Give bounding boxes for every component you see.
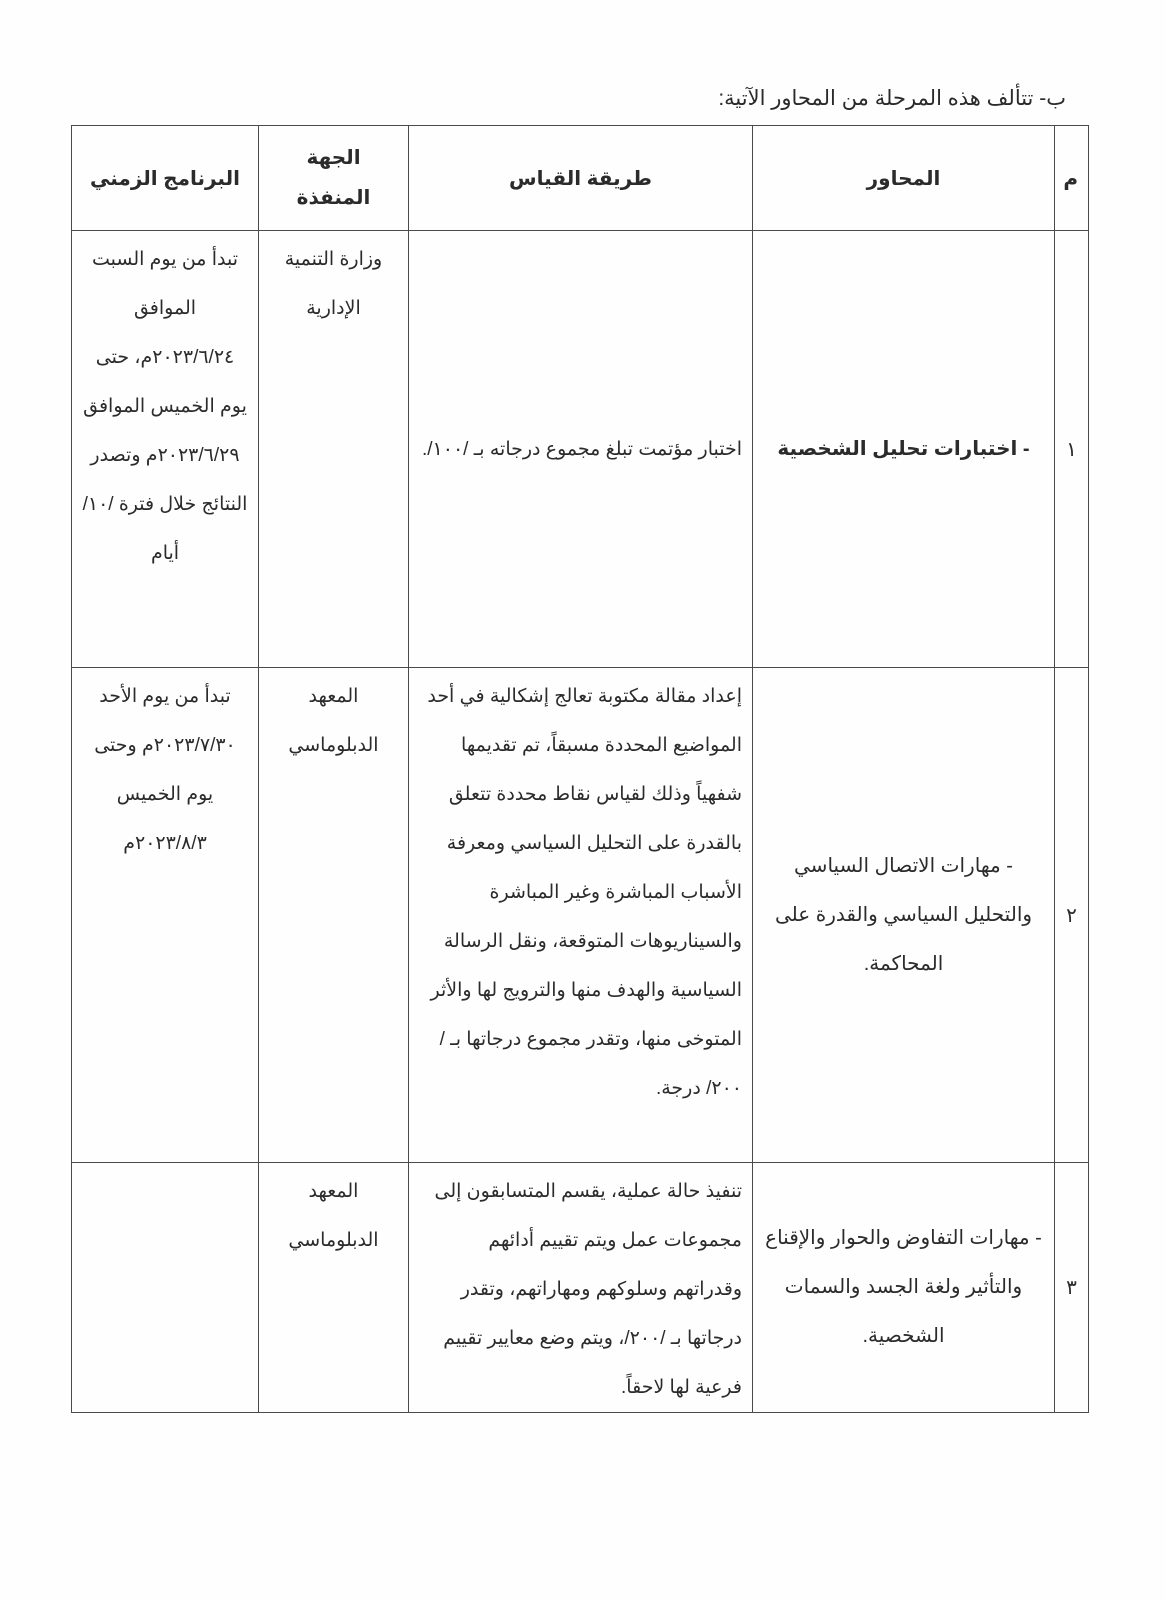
schedule-cell: تبدأ من يوم السبت الموافق ٢٠٢٣/٦/٢٤م، حتى يوم الخميس الموافق ٢٠٢٣/٦/٢٩م وتصدر النتائج خلال فترة /١٠/ أيام [72, 231, 259, 668]
axis-cell: - مهارات التفاوض والحوار والإقناع والتأثير ولغة الجسد والسمات الشخصية. [753, 1163, 1055, 1413]
row-number: ٣ [1055, 1163, 1089, 1413]
row-number: ١ [1055, 231, 1089, 668]
section-intro: ب- تتألف هذه المرحلة من المحاور الآتية: [718, 87, 1066, 110]
table-row [72, 231, 1089, 668]
table-row [72, 1163, 1089, 1413]
row-number: ٢ [1055, 668, 1089, 1163]
entity-cell: وزارة التنمية الإدارية [259, 231, 409, 668]
header-axis: المحاور [753, 126, 1055, 231]
header-entity: الجهة المنفذة [259, 126, 409, 231]
header-method: طريقة القياس [409, 126, 753, 231]
axis-cell: - مهارات الاتصال السياسي والتحليل السياسي والقدرة على المحاكمة. [753, 668, 1055, 1163]
axes-table [71, 125, 1089, 1413]
method-cell: اختبار مؤتمت تبلغ مجموع درجاته بـ /١٠٠/. [409, 231, 753, 668]
method-cell: إعداد مقالة مكتوبة تعالج إشكالية في أحد المواضيع المحددة مسبقاً، تم تقديمها شفهياً وذلك لقياس نقاط محددة تتعلق بالقدرة على التحليل السياسي ومعرفة الأسباب المباشرة وغير المباشرة والسيناريوهات المتوقعة، ونقل الرسالة السياسية والهدف منها والترويج لها والأثر المتوخى منها، وتقدر مجموع درجاتها بـ /٢٠٠/ درجة. [409, 668, 753, 1163]
schedule-cell: تبدأ من يوم الأحد ٢٠٢٣/٧/٣٠م وحتى يوم الخميس ٢٠٢٣/٨/٣م [72, 668, 259, 1163]
method-cell: تنفيذ حالة عملية، يقسم المتسابقون إلى مجموعات عمل ويتم تقييم أدائهم وقدراتهم وسلوكهم ومهاراتهم، وتقدر درجاتها بـ /٢٠٠/، ويتم وضع معايير تقييم فرعية لها لاحقاً. [409, 1163, 753, 1413]
entity-cell: المعهد الدبلوماسي [259, 1163, 409, 1413]
table-header-row [72, 126, 1089, 231]
header-schedule: البرنامج الزمني [72, 126, 259, 231]
entity-cell: المعهد الدبلوماسي [259, 668, 409, 1163]
table-row [72, 668, 1089, 1163]
axis-cell: - اختبارات تحليل الشخصية [753, 231, 1055, 668]
schedule-cell [72, 1163, 259, 1413]
header-num: م [1055, 126, 1089, 231]
